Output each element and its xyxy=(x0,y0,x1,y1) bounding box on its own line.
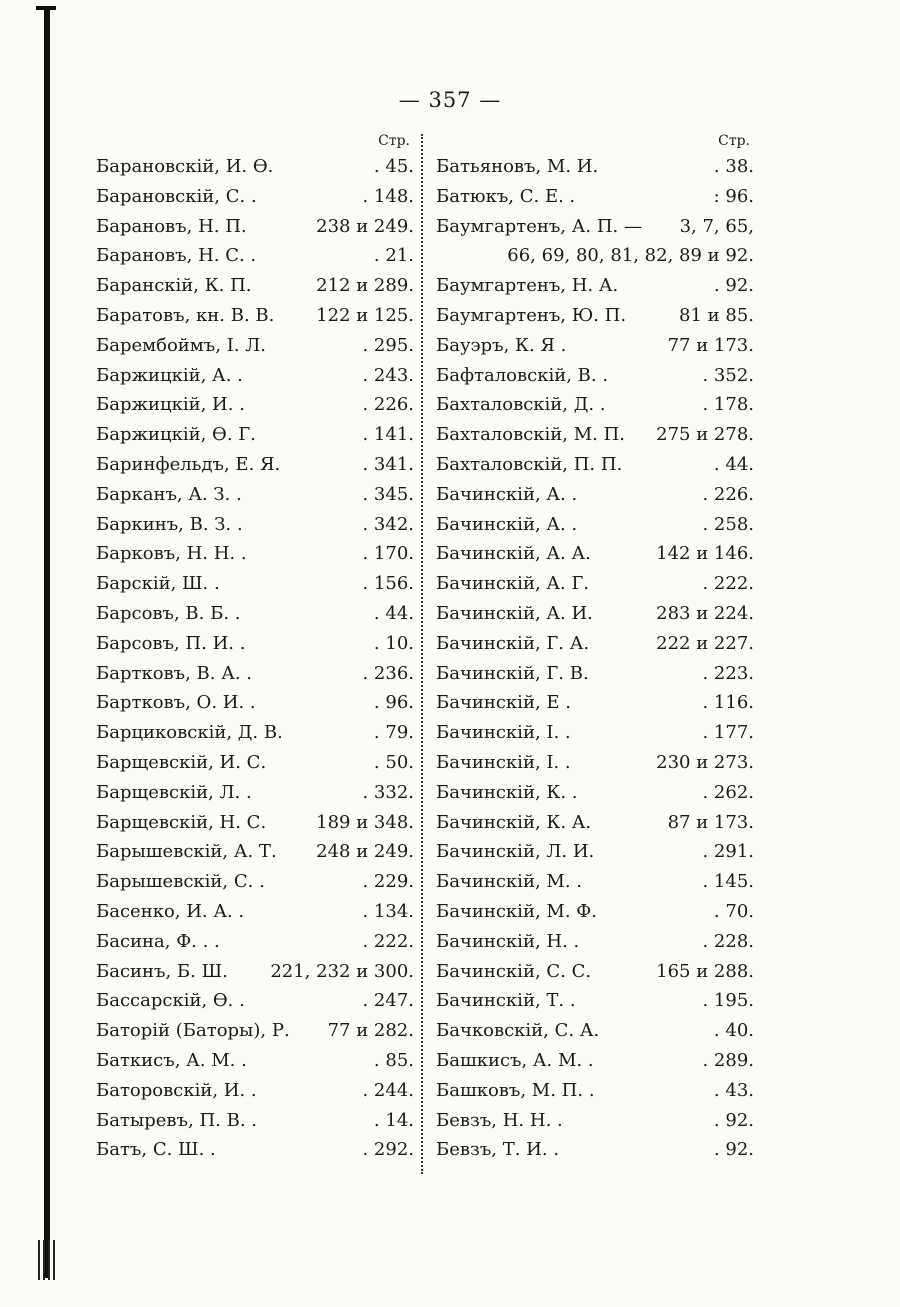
index-entry xyxy=(436,420,754,450)
entry-pages: 238 и 249. xyxy=(316,215,414,237)
entry-name: Баратовъ, кн. В. В. xyxy=(96,304,275,326)
index-entry xyxy=(436,1076,754,1106)
column-header-str: Стр. xyxy=(718,133,750,149)
entry-pages: . 44. xyxy=(713,453,754,475)
entry-pages: . 116. xyxy=(702,692,754,714)
entry-name: Бачинскій, А. И. xyxy=(436,602,593,624)
entry-name: Башкисъ, А. М. . xyxy=(436,1049,594,1071)
entry-pages: . 222. xyxy=(362,930,414,952)
entry-name: Бачинскій, Г. В. xyxy=(436,662,589,684)
entry-pages: . 292. xyxy=(362,1139,414,1161)
index-entry xyxy=(96,480,414,510)
page-number: — 357 — xyxy=(398,88,502,112)
entry-pages: . 10. xyxy=(373,632,414,654)
entry-pages: . 243. xyxy=(362,364,414,386)
index-entry xyxy=(96,1106,414,1136)
column-header-str: Стр. xyxy=(378,133,410,149)
entry-name: Бахталовскій, М. П. xyxy=(436,424,626,446)
entry-pages: . 148. xyxy=(362,185,414,207)
index-entry xyxy=(96,659,414,689)
index-entry xyxy=(96,182,414,212)
entry-name: Барышевскій, С. . xyxy=(96,871,265,893)
entry-name: Барановъ, Н. С. . xyxy=(96,245,257,267)
entry-name: Барсовъ, П. И. . xyxy=(96,632,246,654)
index-entry xyxy=(436,748,754,778)
index-entry xyxy=(436,629,754,659)
entry-pages: 221, 232 и 300. xyxy=(270,960,414,982)
entry-name: Бевзъ, Н. Н. . xyxy=(436,1109,563,1131)
entry-pages: . 96. xyxy=(373,692,414,714)
entry-name: Барщевскій, Н. С. xyxy=(96,811,267,833)
index-column-right xyxy=(436,130,754,1165)
entry-name: Баумгартенъ, Ю. П. xyxy=(436,304,627,326)
entry-name: Бачинскій, М. Ф. xyxy=(436,900,597,922)
index-entry xyxy=(96,271,414,301)
entry-name: Баумгартенъ, А. П. — xyxy=(436,215,642,237)
entry-pages: . 229. xyxy=(362,871,414,893)
index-entry xyxy=(96,1046,414,1076)
index-entry xyxy=(436,450,754,480)
index-entry xyxy=(436,808,754,838)
entry-pages: . 342. xyxy=(362,513,414,535)
entry-name: Батюкъ, С. Е. . xyxy=(436,185,576,207)
index-entry xyxy=(96,390,414,420)
index-entry xyxy=(96,152,414,182)
entry-pages: . 262. xyxy=(702,781,754,803)
index-entry xyxy=(96,539,414,569)
index-entry xyxy=(436,659,754,689)
entry-pages: 230 и 273. xyxy=(656,751,754,773)
index-entry xyxy=(96,569,414,599)
entry-pages: . 92. xyxy=(713,275,754,297)
entry-name: Бачинскій, К. А. xyxy=(436,811,592,833)
entry-pages: . 92. xyxy=(713,1109,754,1131)
entry-pages: : 96. xyxy=(713,185,754,207)
entry-pages: . 177. xyxy=(702,722,754,744)
index-column-left xyxy=(96,130,414,1165)
entry-pages: . 291. xyxy=(702,841,754,863)
entry-name: Барановъ, Н. П. xyxy=(96,215,247,237)
entry-pages: 66, 69, 80, 81, 82, 89 и 92. xyxy=(507,245,754,267)
entry-name: Барановскій, И. Ѳ. xyxy=(96,156,274,177)
entry-pages: . 295. xyxy=(362,334,414,356)
entry-name: Баркинъ, В. З. . xyxy=(96,513,243,535)
entry-name: Баранскій, К. П. xyxy=(96,275,252,297)
entry-name: Бафталовскій, В. . xyxy=(436,364,609,386)
index-entry xyxy=(436,1016,754,1046)
entry-pages: 77 и 173. xyxy=(667,334,754,356)
index-entry xyxy=(436,986,754,1016)
entry-pages: . 85. xyxy=(373,1049,414,1071)
index-entry xyxy=(436,1135,754,1165)
binding-edge-foot xyxy=(38,1240,58,1280)
index-entry xyxy=(96,748,414,778)
index-entry xyxy=(96,986,414,1016)
entry-pages: . 70. xyxy=(713,900,754,922)
entry-name: Барциковскій, Д. В. xyxy=(96,722,283,744)
entry-pages: . 341. xyxy=(362,453,414,475)
entry-name: Бартковъ, В. А. . xyxy=(96,662,253,684)
entry-pages: . 21. xyxy=(373,245,414,267)
index-entry xyxy=(96,301,414,331)
entry-pages: . 258. xyxy=(702,513,754,535)
entry-pages: . 195. xyxy=(702,990,754,1012)
index-entry xyxy=(96,420,414,450)
entry-name: Барановскій, С. . xyxy=(96,185,257,207)
index-entry xyxy=(436,539,754,569)
index-entry xyxy=(436,569,754,599)
index-entry xyxy=(436,182,754,212)
index-entry xyxy=(96,867,414,897)
index-entry xyxy=(436,688,754,718)
entry-pages: . 332. xyxy=(362,781,414,803)
index-entry xyxy=(436,957,754,987)
index-entry xyxy=(96,510,414,540)
entry-pages: 81 и 85. xyxy=(679,304,754,326)
entry-name: Барковъ, Н. Н. . xyxy=(96,543,247,565)
entry-pages: 165 и 288. xyxy=(656,960,754,982)
binding-edge xyxy=(44,8,50,1278)
entry-name: Бауэръ, К. Я . xyxy=(436,334,567,356)
entry-name: Басенко, И. А. . xyxy=(96,900,245,922)
entry-pages: . 145. xyxy=(702,871,754,893)
entry-name: Баторовскій, И. . xyxy=(96,1079,257,1101)
entry-name: Баумгартенъ, Н. А. xyxy=(436,275,619,297)
entry-pages: . 223. xyxy=(702,662,754,684)
index-entry xyxy=(436,718,754,748)
entry-pages: 212 и 289. xyxy=(316,275,414,297)
index-entry xyxy=(96,1076,414,1106)
entry-name: Барсовъ, В. Б. . xyxy=(96,602,241,624)
entry-pages: . 38. xyxy=(713,156,754,177)
entry-name: Бассарскій, Ѳ. . xyxy=(96,990,245,1012)
entry-name: Бачинскій, А. Г. xyxy=(436,573,590,595)
entry-pages: . 178. xyxy=(702,394,754,416)
entry-name: Барышевскій, А. Т. xyxy=(96,841,277,863)
entry-pages: . 247. xyxy=(362,990,414,1012)
entry-name: Бачинскій, Л. И. xyxy=(436,841,595,863)
index-entry xyxy=(96,927,414,957)
index-entry xyxy=(436,1106,754,1136)
entry-pages: . 40. xyxy=(713,1020,754,1042)
entry-name: Бачинскій, М. . xyxy=(436,871,582,893)
entry-name: Бачинскій, Т. . xyxy=(436,990,576,1012)
index-entry xyxy=(96,957,414,987)
entry-name: Батъ, С. Ш. . xyxy=(96,1139,216,1161)
entry-pages: 222 и 227. xyxy=(656,632,754,654)
entry-pages: 189 и 348. xyxy=(316,811,414,833)
entry-name: Басинъ, Б. Ш. xyxy=(96,960,228,982)
entry-name: Баткисъ, А. М. . xyxy=(96,1049,247,1071)
entry-pages: . 156. xyxy=(362,573,414,595)
index-entry xyxy=(96,241,414,271)
index-entry xyxy=(436,927,754,957)
entry-pages: . 43. xyxy=(713,1079,754,1101)
entry-pages: . 50. xyxy=(373,751,414,773)
index-entry xyxy=(436,212,754,242)
entry-name: Бачковскій, С. А. xyxy=(436,1020,600,1042)
index-entry xyxy=(436,897,754,927)
index-entry xyxy=(96,599,414,629)
index-entry xyxy=(436,271,754,301)
index-entry xyxy=(436,837,754,867)
entry-name: Баржицкій, Ѳ. Г. xyxy=(96,424,256,446)
index-entry xyxy=(436,390,754,420)
entry-name: Басина, Ф. . . xyxy=(96,930,220,952)
entry-name: Бачинскій, А. А. xyxy=(436,543,591,565)
index-entry xyxy=(436,241,754,271)
entry-pages: . 226. xyxy=(702,483,754,505)
entry-name: Бахталовскій, Д. . xyxy=(436,394,606,416)
index-entry xyxy=(436,867,754,897)
entry-name: Бахталовскій, П. П. xyxy=(436,453,623,475)
entry-name: Барщевскій, И. С. xyxy=(96,751,267,773)
entry-pages: 283 и 224. xyxy=(656,602,754,624)
entry-name: Барембоймъ, І. Л. xyxy=(96,334,266,356)
entry-name: Барканъ, А. З. . xyxy=(96,483,242,505)
entry-name: Бачинскій, І. . xyxy=(436,722,571,744)
entry-name: Барщевскій, Л. . xyxy=(96,781,252,803)
entry-name: Бачинскій, І. . xyxy=(436,751,571,773)
index-entry xyxy=(96,331,414,361)
index-entry xyxy=(96,1135,414,1165)
entry-name: Баринфельдъ, Е. Я. xyxy=(96,453,281,475)
entry-name: Бачинскій, Е . xyxy=(436,692,571,714)
entry-pages: . 134. xyxy=(362,900,414,922)
entry-name: Баржицкій, А. . xyxy=(96,364,243,386)
index-entry xyxy=(436,778,754,808)
index-entry xyxy=(436,1046,754,1076)
entry-pages: . 45. xyxy=(373,156,414,177)
entry-name: Барскій, Ш. . xyxy=(96,573,220,595)
entry-pages: . 352. xyxy=(702,364,754,386)
entry-pages: . 345. xyxy=(362,483,414,505)
index-entry xyxy=(436,152,754,182)
entry-name: Баторій (Баторы), Р. xyxy=(96,1020,290,1042)
entry-pages: 87 и 173. xyxy=(667,811,754,833)
entry-pages: . 141. xyxy=(362,424,414,446)
entry-name: Бачинскій, С. С. xyxy=(436,960,592,982)
entry-pages: 3, 7, 65, xyxy=(679,215,754,237)
index-entry xyxy=(436,331,754,361)
index-entry xyxy=(96,212,414,242)
entry-pages: . 222. xyxy=(702,573,754,595)
entry-pages: . 44. xyxy=(373,602,414,624)
index-entry xyxy=(96,629,414,659)
entry-pages: . 92. xyxy=(713,1139,754,1161)
entry-name: Батьяновъ, М. И. xyxy=(436,156,599,177)
entry-pages: . 236. xyxy=(362,662,414,684)
entry-pages: . 228. xyxy=(702,930,754,952)
entry-name: Башковъ, М. П. . xyxy=(436,1079,595,1101)
entry-pages: . 226. xyxy=(362,394,414,416)
index-entry xyxy=(96,361,414,391)
entry-name: Батыревъ, П. В. . xyxy=(96,1109,257,1131)
entry-name: Бачинскій, К. . xyxy=(436,781,578,803)
entry-name: Баржицкій, И. . xyxy=(96,394,245,416)
index-entry xyxy=(96,808,414,838)
entry-pages: . 289. xyxy=(702,1049,754,1071)
entry-pages: . 14. xyxy=(373,1109,414,1131)
entry-name: Бачинскій, А. . xyxy=(436,483,578,505)
entry-name: Бевзъ, Т. И. . xyxy=(436,1139,560,1161)
index-entry xyxy=(436,510,754,540)
index-entry xyxy=(96,837,414,867)
column-divider xyxy=(421,134,423,1174)
entry-name: Бачинскій, А. . xyxy=(436,513,578,535)
entry-name: Бачинскій, Н. . xyxy=(436,930,580,952)
index-entry xyxy=(436,301,754,331)
entry-name: Бартковъ, О. И. . xyxy=(96,692,256,714)
entry-pages: . 170. xyxy=(362,543,414,565)
entry-pages: 248 и 249. xyxy=(316,841,414,863)
entry-pages: . 79. xyxy=(373,722,414,744)
entry-name: Бачинскій, Г. А. xyxy=(436,632,590,654)
index-entry xyxy=(436,599,754,629)
entry-pages: . 244. xyxy=(362,1079,414,1101)
index-entry xyxy=(96,718,414,748)
index-entry xyxy=(96,688,414,718)
index-entry xyxy=(436,361,754,391)
entry-pages: 275 и 278. xyxy=(656,424,754,446)
entry-pages: 77 и 282. xyxy=(327,1020,414,1042)
entry-pages: 142 и 146. xyxy=(656,543,754,565)
entry-pages: 122 и 125. xyxy=(316,304,414,326)
index-entry xyxy=(96,778,414,808)
index-entry xyxy=(436,480,754,510)
index-entry xyxy=(96,897,414,927)
index-entry xyxy=(96,450,414,480)
index-entry xyxy=(96,1016,414,1046)
